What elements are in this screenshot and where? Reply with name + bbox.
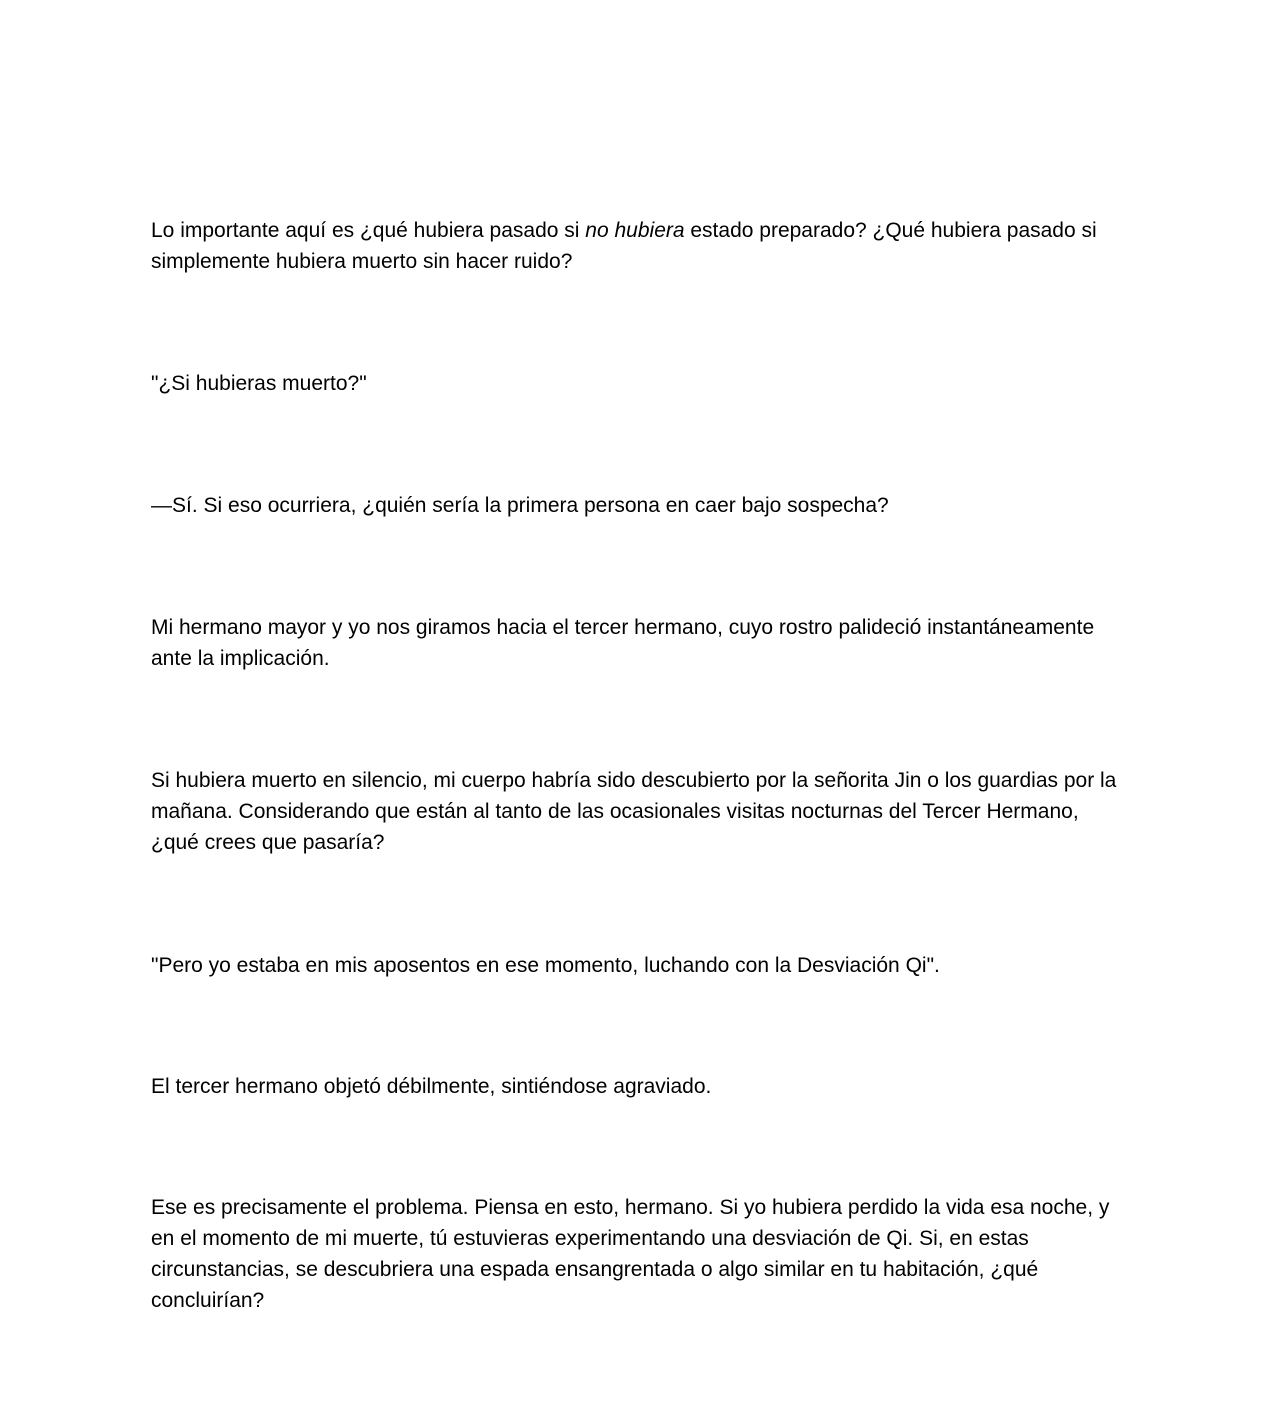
paragraph-1-italic: no hubiera (585, 219, 685, 242)
paragraph-2: "¿Si hubieras muerto?" (151, 372, 367, 395)
paragraph-1-start: Lo importante aquí es ¿qué hubiera pasado si (151, 219, 586, 242)
paragraph-8: Ese es precisamente el problema. Piensa en esto, hermano. Si yo hubiera perdido la vida esa noche, y en el momento de mi muerte, tú estuvieras experimentando una desviación de Qi. Si, en estas circunstancias, se descubriera una espada ensangrentada o algo similar en tu habitación, ¿qué concluirían? (151, 1196, 1110, 1312)
paragraph-4: Mi hermano mayor y yo nos giramos hacia el tercer hermano, cuyo rostro palideció instantáneamente ante la implicación. (151, 616, 1095, 670)
paragraph-1 (151, 215, 1131, 277)
paragraph-3: —Sí. Si eso ocurriera, ¿quién sería la primera persona en caer bajo sospecha? (151, 494, 889, 517)
paragraph-5: Si hubiera muerto en silencio, mi cuerpo habría sido descubierto por la señorita Jin o los guardias por la mañana. Considerando que están al tanto de las ocasionales visitas nocturnas del Tercer Hermano, ¿qué crees que pasaría? (151, 769, 1117, 854)
paragraph-7: El tercer hermano objetó débilmente, sintiéndose agraviado. (151, 1075, 712, 1098)
paragraph-1-end: estado preparado? ¿Qué hubiera pasado si simplemente hubiera muerto sin hacer ruido? (151, 219, 1097, 273)
paragraph-6: "Pero yo estaba en mis aposentos en ese momento, luchando con la Desviación Qi". (151, 954, 940, 977)
